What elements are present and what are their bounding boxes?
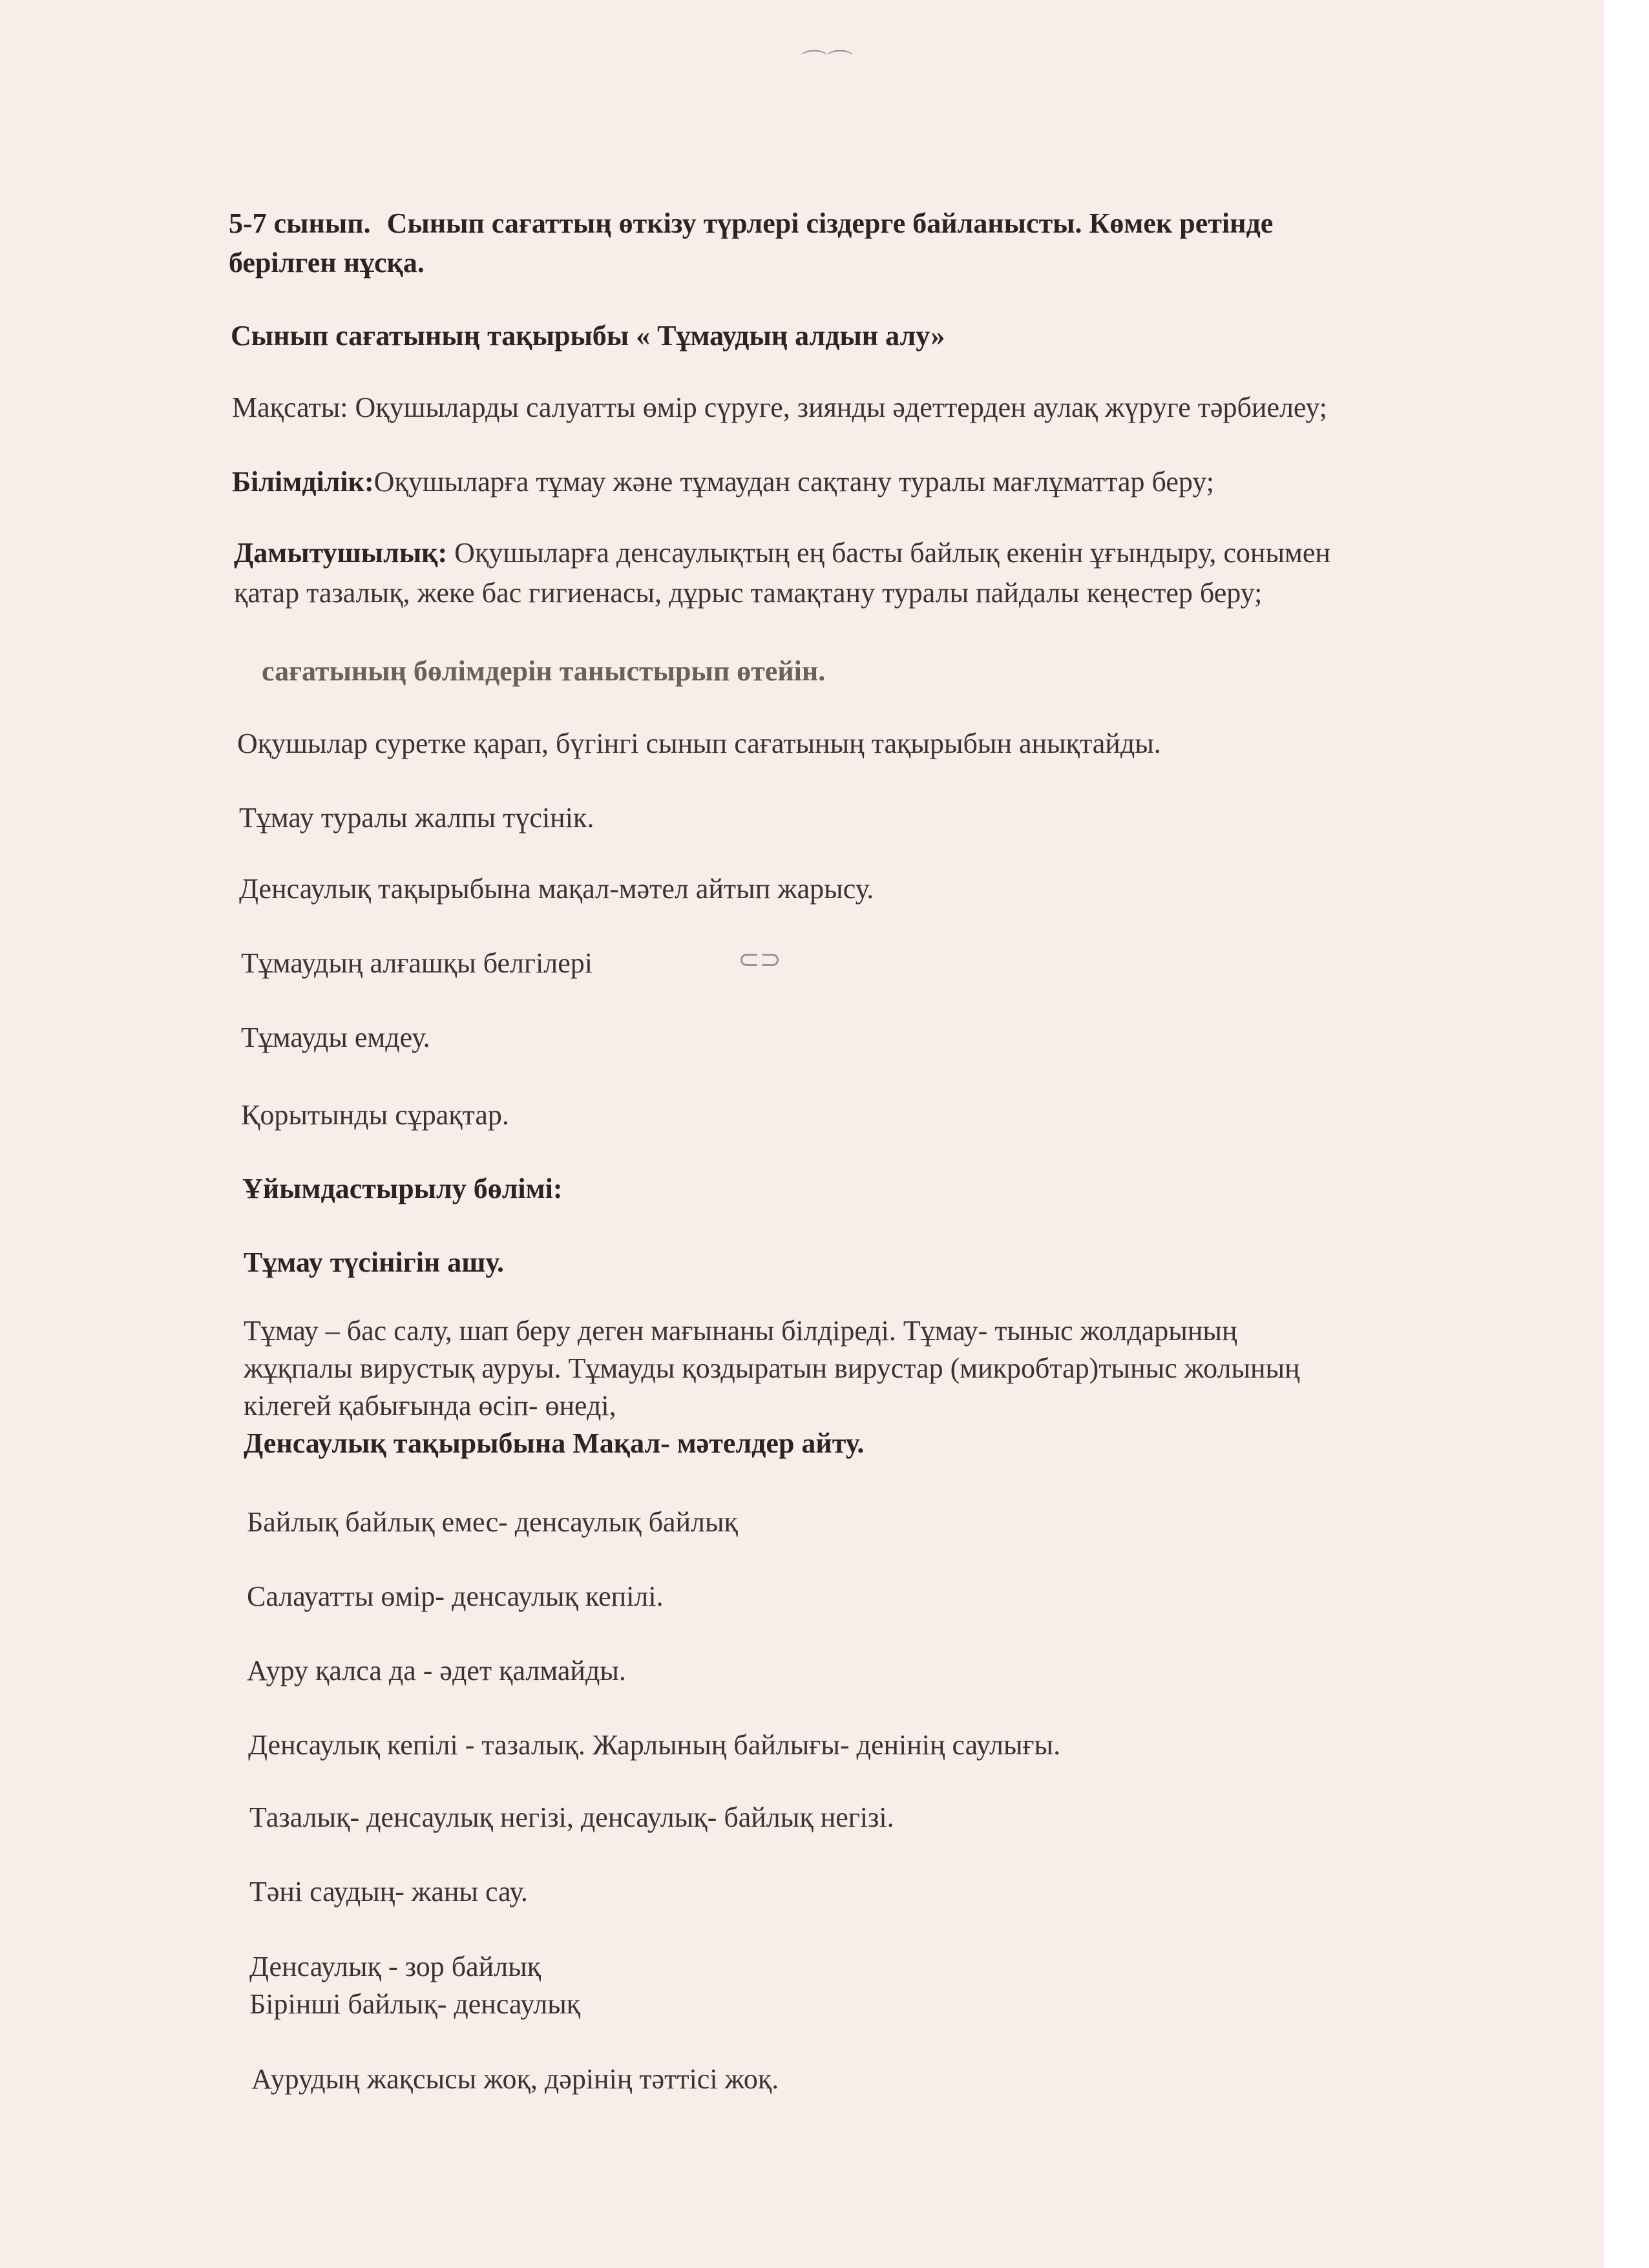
developmental-text: Оқушыларға денсаулықтың ең басты байлық екенін ұғындыру, сонымен (447, 537, 1330, 569)
scan-smudge: ⌒⌒ (801, 48, 853, 78)
heading-text: Сынып сағаттың өткізу түрлері сіздерге байланысты. Көмек ретінде (386, 207, 1274, 239)
proverb: Байлық байлық емес- денсаулық байлық (247, 1506, 738, 1538)
proverb: Денсаулық - зор байлық (249, 1951, 541, 1982)
organizational-part: Ұйымдастырылу бөлімі: (242, 1173, 563, 1204)
educational-text: Оқушыларға тұмау және тұмаудан сақтану туралы мағлұматтар беру; (373, 466, 1214, 498)
plan-item: Тұмау туралы жалпы түсінік. (239, 802, 594, 834)
heading-line-2: берілген нұсқа. (229, 247, 425, 278)
proverb: Бірінші байлық- денсаулық (249, 1988, 581, 2020)
aim-line: Мақсаты: Оқушыларды салуатты өмір сүруге, зиянды әдеттерден аулақ жүруге тәрбиелеу; (232, 392, 1328, 423)
concept-text-line: кілегей қабығында өсіп- өнеді, (244, 1390, 616, 1422)
proverb: Тәні саудың- жаны сау. (249, 1876, 528, 1907)
developmental-label: Дамытушылық: (234, 537, 448, 569)
proverb: Тазалық- денсаулық негізі, денсаулық- байлық негізі. (249, 1801, 894, 1833)
plan-item: Денсаулық тақырыбына мақал-мәтел айтып жарысу. (239, 873, 874, 905)
plan-item: Оқушылар суретке қарап, бүгінгі сынып сағатының тақырыбын анықтайды. (237, 728, 1161, 759)
concept-text-line: жұқпалы вирустық ауруы. Тұмауды қоздыратын вирустар (микробтар)тыныс жолының (244, 1352, 1300, 1384)
plan-item: Тұмауды емдеу. (241, 1022, 430, 1053)
educational-label: Білімділік: (232, 466, 374, 498)
plan-item: Қорытынды сұрақтар. (241, 1099, 509, 1131)
educational-goal (232, 465, 1214, 499)
grade-label: 5-7 сынып. (229, 207, 371, 239)
concept-text-line: Тұмау – бас салу, шап беру деген мағынаны білдіреді. Тұмау- тыныс жолдарының (244, 1315, 1237, 1347)
proverbs-heading: Денсаулық тақырыбына Мақал- мәтелдер айту. (244, 1427, 865, 1459)
proverb: Салауатты өмір- денсаулық кепілі. (247, 1580, 664, 1612)
developmental-goal-line-2: қатар тазалық, жеке бас гигиенасы, дұрыс тамақтану туралы пайдалы кеңестер беру; (234, 577, 1263, 609)
parts-intro: сағатының бөлімдерін таныстырып өтейін. (262, 655, 826, 687)
concept-heading: Тұмау түсінігін ашу. (244, 1246, 505, 1278)
topic-line: Сынып сағатының тақырыбы « Тұмаудың алдын алу» (231, 320, 945, 352)
developmental-goal (234, 536, 1330, 570)
proverb: Ауру қалса да - әдет қалмайды. (247, 1655, 626, 1686)
proverb: Аурудың жақсысы жоқ, дәрінің тәттісі жоқ. (251, 2063, 779, 2095)
proverb: Денсаулық кепілі - тазалық. Жарлының байлығы- денінің саулығы. (248, 1729, 1061, 1761)
heading-line-1 (229, 207, 1273, 240)
plan-item: Тұмаудың алғашқы белгілері (241, 947, 593, 979)
scan-smudge: ⊂⊃ (738, 945, 782, 974)
